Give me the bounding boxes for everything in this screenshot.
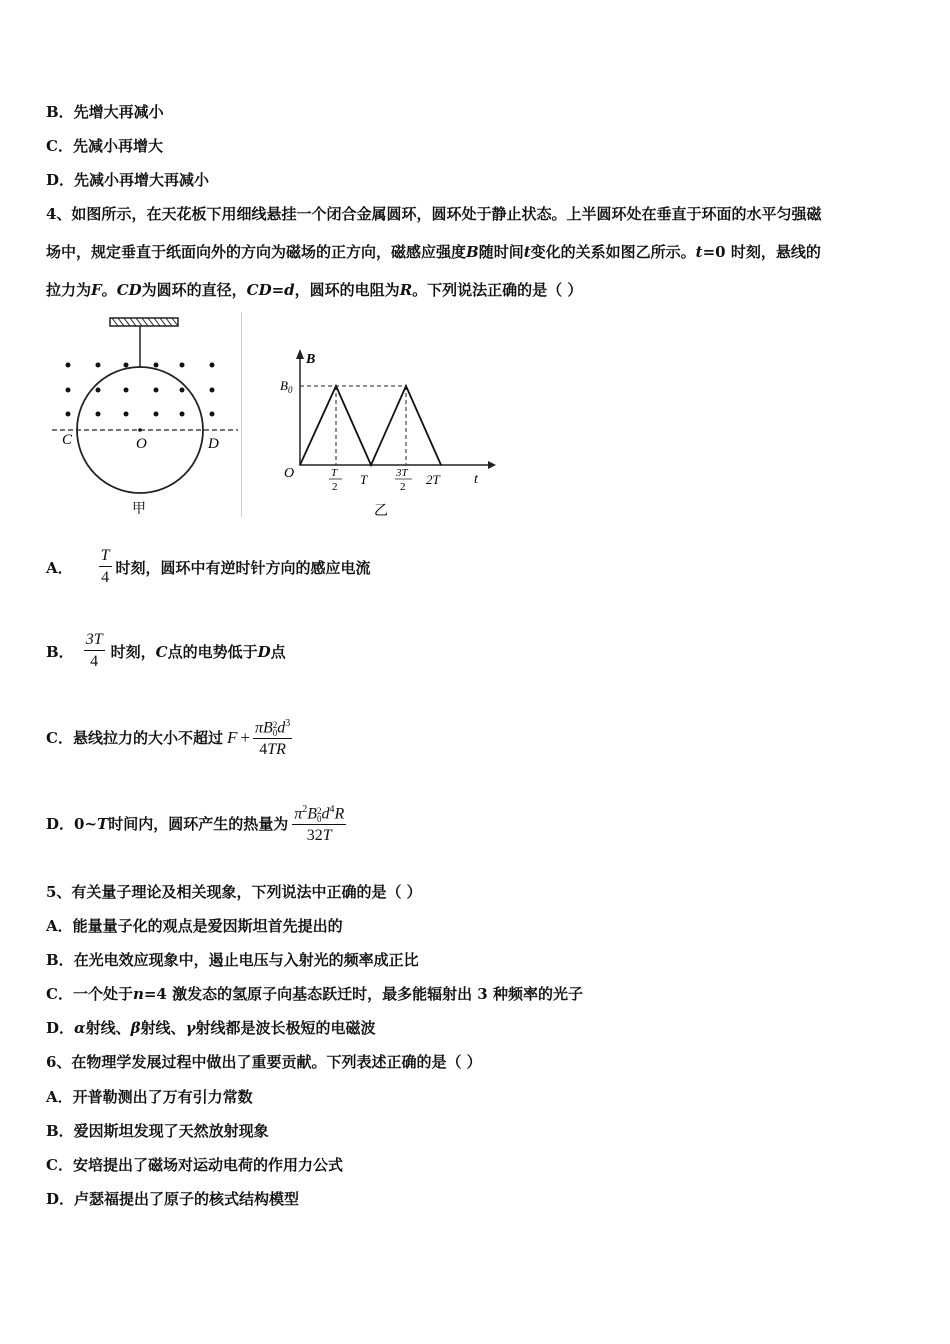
num-pi: π bbox=[294, 805, 303, 823]
num-d: d bbox=[321, 805, 330, 823]
frac-den: 4 bbox=[99, 566, 112, 589]
sup: 4 bbox=[329, 804, 335, 815]
q5-stem: 5、有关量子理论及相关现象，下列说法中正确的是（ ） bbox=[46, 883, 422, 901]
bt-point-3 bbox=[405, 385, 407, 387]
option-text: 时间内，圆环产生的热量为 bbox=[108, 815, 289, 834]
q6-stem: 6、在物理学发展过程中做出了重要贡献。下列表述正确的是（ ） bbox=[46, 1053, 482, 1071]
var-beta: β bbox=[130, 1019, 141, 1037]
q6-option-c: C．安培提出了磁场对运动电荷的作用力公式 bbox=[46, 1156, 343, 1174]
q5-option-c bbox=[46, 984, 583, 1004]
var-t: T bbox=[97, 814, 109, 833]
frac-den: 32T bbox=[292, 824, 346, 847]
num-b: B bbox=[307, 805, 317, 823]
q4-option-d bbox=[46, 800, 346, 847]
option-text: 射线、 bbox=[85, 1019, 131, 1037]
axis-label-t: t bbox=[474, 472, 478, 487]
q4-text: 。下列说法正确的是（ ） bbox=[412, 281, 583, 299]
q4-option-a bbox=[46, 546, 371, 589]
bt-point-1 bbox=[335, 385, 337, 387]
q4-var-t: t bbox=[523, 243, 531, 261]
tick-3t2-den: 2 bbox=[400, 481, 406, 493]
frac-den: 4TR bbox=[253, 738, 292, 761]
q4-var-r: R bbox=[399, 281, 413, 299]
fraction-t-over-4 bbox=[99, 546, 112, 589]
caption-yi: 乙 bbox=[374, 504, 388, 519]
num-pi-b: πB bbox=[254, 719, 273, 737]
q4-var-f: F bbox=[91, 281, 102, 299]
b-axis-arrow bbox=[296, 349, 304, 359]
sup: 2 bbox=[302, 804, 308, 815]
tick-t2-den: 2 bbox=[332, 481, 338, 493]
q4-text: =0 时刻，悬线的 bbox=[702, 243, 821, 261]
prev-option-c: C．先减小再增大 bbox=[46, 137, 163, 155]
option-text: C．一个处于 bbox=[46, 985, 133, 1003]
q4-text: 拉力为 bbox=[46, 281, 92, 299]
frac-num bbox=[253, 714, 292, 738]
option-text: 射线、 bbox=[140, 1019, 186, 1037]
b0-sub: 0 bbox=[287, 385, 293, 395]
var-d: D bbox=[257, 642, 271, 661]
axis-label-b: B bbox=[306, 352, 316, 367]
q4-text: 场中，规定垂直于纸面向外的方向为磁场的正方向，磁感应强度 bbox=[46, 243, 467, 261]
q4-stem-line1: 4、如图所示，在天花板下用细线悬挂一个闭合金属圆环，圆环处于静止状态。上半圆环处在垂直于环面的水平匀强磁 bbox=[46, 205, 822, 223]
q5-option-a: A．能量量子化的观点是爱因斯坦首先提出的 bbox=[46, 917, 343, 935]
figure-jia bbox=[46, 310, 246, 520]
q4-text: 为圆环的直径， bbox=[141, 281, 247, 299]
q6-option-d: D．卢瑟福提出了原子的核式结构模型 bbox=[46, 1190, 300, 1208]
option-label: B． bbox=[46, 643, 74, 661]
q4-var-t: t bbox=[695, 243, 703, 261]
option-label: D．0~ bbox=[46, 815, 98, 834]
q5-option-b: B．在光电效应现象中，遏止电压与入射光的频率成正比 bbox=[46, 951, 419, 969]
q4-var-b: B bbox=[466, 243, 479, 261]
var-n: n bbox=[132, 985, 144, 1003]
bt-point-2 bbox=[370, 464, 372, 466]
q4-text: ，圆环的电阻为 bbox=[294, 281, 400, 299]
fraction-heat bbox=[292, 800, 346, 847]
frac-num bbox=[292, 800, 346, 824]
var-gamma: γ bbox=[185, 1019, 196, 1037]
q4-text: 。 bbox=[101, 281, 117, 299]
option-text: 时刻， bbox=[110, 643, 156, 661]
fraction-3t-over-4 bbox=[84, 630, 105, 673]
q4-stem-line3 bbox=[46, 280, 582, 300]
option-text: 点 bbox=[270, 643, 286, 661]
option-text: C．悬线拉力的大小不超过 bbox=[46, 729, 223, 748]
sup: 3 bbox=[285, 718, 291, 729]
label-d: D bbox=[208, 436, 219, 452]
q4-var-cd-d: CD=d bbox=[246, 281, 295, 299]
sup: 2 bbox=[272, 719, 278, 730]
tick-t2-num: T bbox=[331, 467, 338, 479]
sub: 0 bbox=[272, 727, 278, 738]
origin-label: O bbox=[284, 466, 295, 481]
bt-series-line bbox=[300, 386, 441, 465]
q4-text: 随时间 bbox=[478, 243, 524, 261]
sub: 0 bbox=[317, 813, 322, 824]
plus-sign: + bbox=[240, 727, 250, 747]
num-d: d bbox=[277, 719, 286, 737]
sup: 2 bbox=[317, 805, 322, 816]
q4-text: 变化的关系如图乙所示。 bbox=[530, 243, 696, 261]
q6-option-b: B．爱因斯坦发现了天然放射现象 bbox=[46, 1122, 269, 1140]
option-text: 点的电势低于 bbox=[167, 643, 258, 661]
bt-point-0 bbox=[299, 464, 301, 466]
q6-option-a: A．开普勒测出了万有引力常数 bbox=[46, 1088, 253, 1106]
var-alpha: α bbox=[74, 1019, 86, 1037]
field-dots bbox=[66, 363, 215, 417]
label-b0 bbox=[280, 378, 293, 395]
q5-option-d bbox=[46, 1018, 375, 1038]
caption-jia: 甲 bbox=[132, 502, 146, 517]
frac-den: 4 bbox=[84, 650, 105, 673]
label-c: C bbox=[62, 432, 73, 448]
option-text: 射线都是波长极短的电磁波 bbox=[195, 1019, 376, 1037]
bt-points bbox=[299, 385, 442, 466]
option-text: =4 激发态的氢原子向基态跃迁时，最多能辐射出 3 种频率的光子 bbox=[143, 985, 583, 1003]
ring-center bbox=[138, 428, 142, 432]
q4-var-cd: CD bbox=[116, 281, 142, 299]
bt-point-4 bbox=[440, 464, 442, 466]
frac-num: 3T bbox=[85, 631, 103, 648]
label-o: O bbox=[136, 436, 147, 452]
q4-option-c bbox=[46, 714, 292, 761]
t-axis-arrow bbox=[488, 461, 496, 469]
tick-3t2-num: 3T bbox=[396, 467, 408, 479]
figure-divider bbox=[241, 312, 242, 517]
fraction-force bbox=[253, 714, 292, 761]
frac-num: T bbox=[100, 547, 110, 564]
ceiling-bar bbox=[110, 318, 178, 326]
b0-text: B bbox=[280, 378, 288, 393]
tick-2t: 2T bbox=[426, 472, 440, 487]
option-text: 时刻，圆环中有逆时针方向的感应电流 bbox=[115, 559, 371, 577]
num-r: R bbox=[334, 805, 345, 823]
q4-stem-line2 bbox=[46, 242, 821, 262]
var-c: C bbox=[155, 642, 168, 661]
q4-option-b bbox=[46, 630, 286, 673]
prev-option-b: B．先增大再减小 bbox=[46, 103, 164, 121]
option-label: A． bbox=[46, 559, 73, 577]
option-text: D． bbox=[46, 1019, 75, 1037]
tick-t: T bbox=[360, 472, 368, 487]
var-f: F bbox=[226, 727, 238, 747]
figure-yi bbox=[276, 345, 496, 525]
prev-option-d: D．先减小再增大再减小 bbox=[46, 171, 210, 189]
